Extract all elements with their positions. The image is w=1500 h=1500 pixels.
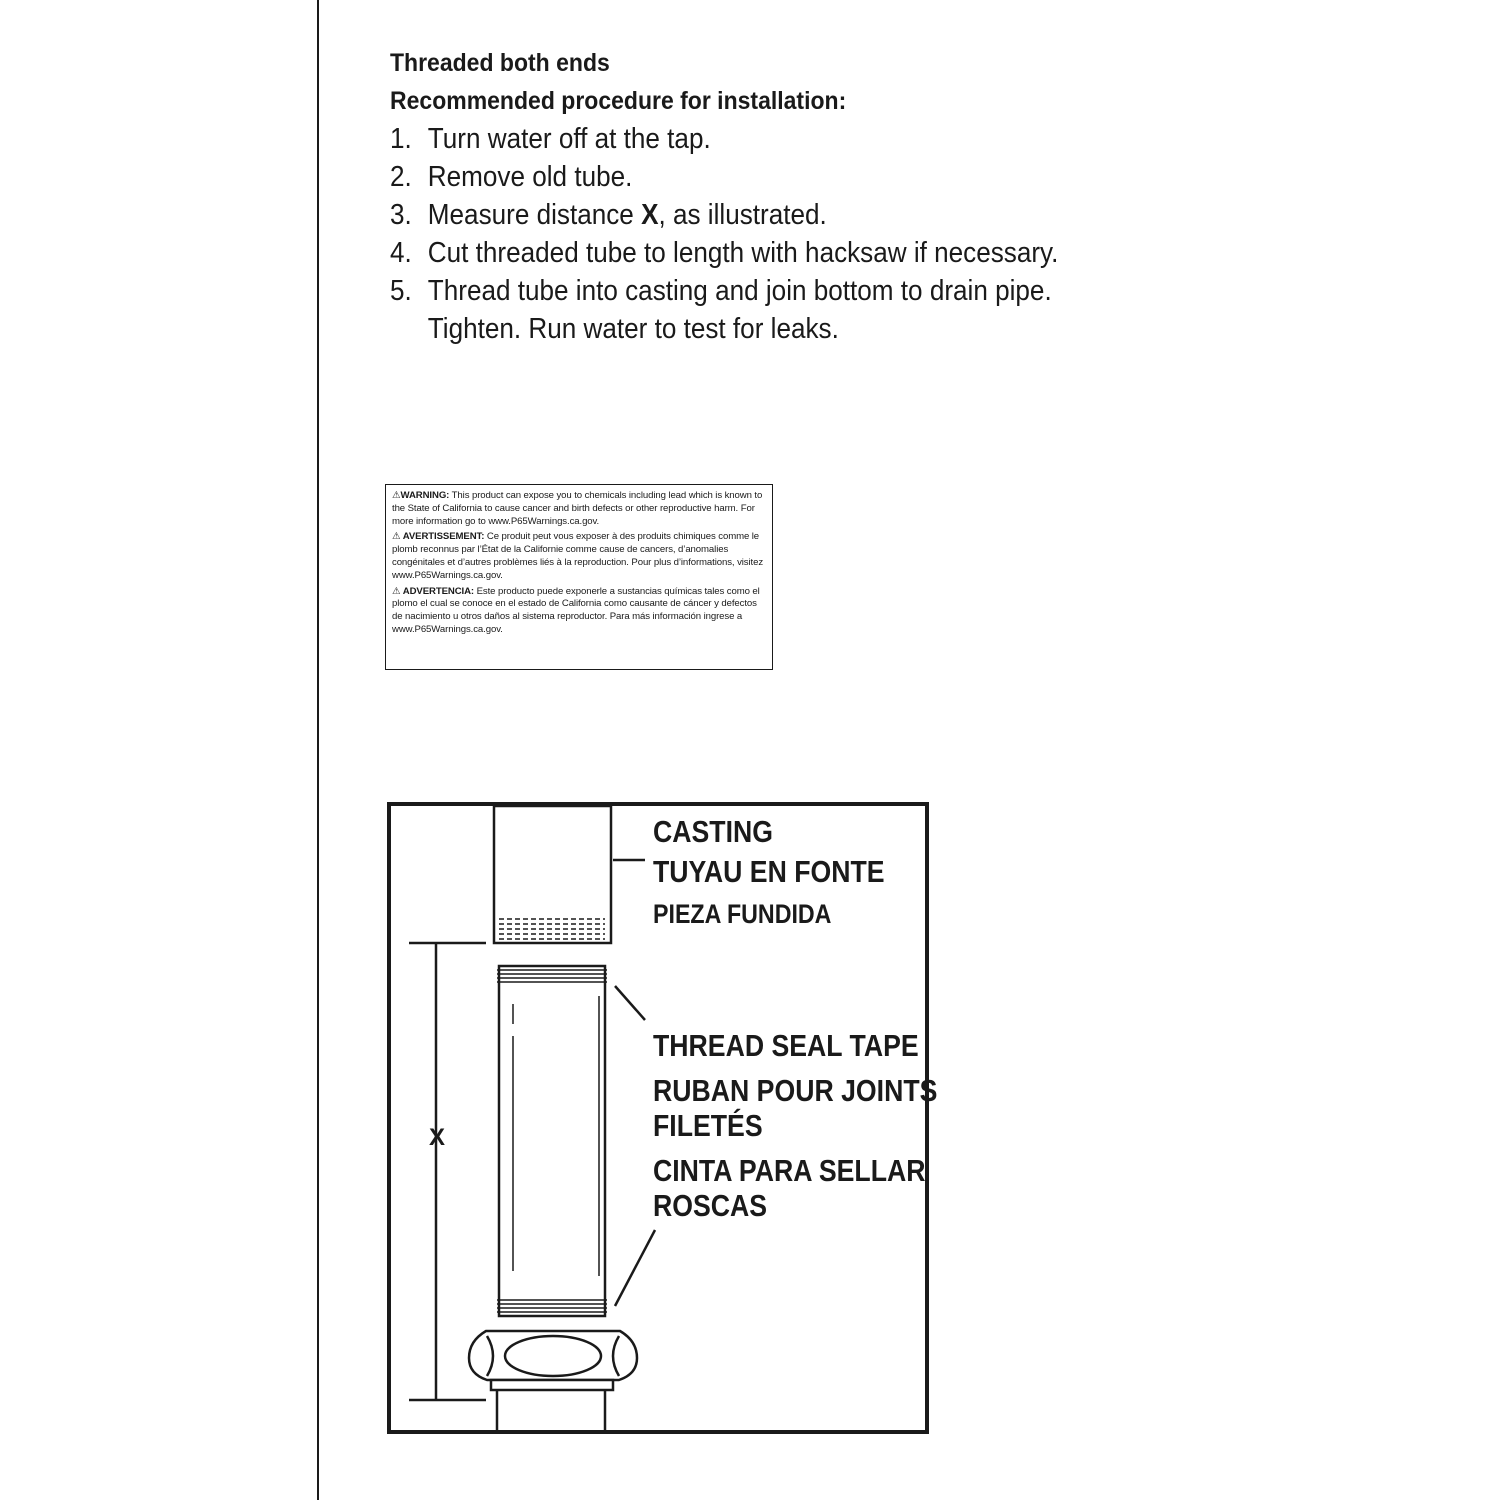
warning-triangle-icon: ⚠ — [392, 531, 401, 543]
step-text: Turn water off at the tap. — [427, 123, 711, 155]
warning-es-label: ADVERTENCIA: — [402, 585, 475, 597]
warning-fr-label: AVERTISSEMENT: — [402, 531, 485, 543]
casting-drawing — [494, 806, 645, 943]
step-number: 1. — [390, 123, 412, 155]
prop65-warning-box — [385, 484, 773, 670]
step-text: Tighten. Run water to test for leaks. — [427, 313, 839, 345]
tape-label-es-1: CINTA PARA SELLAR — [653, 1153, 926, 1188]
step-item — [390, 234, 1200, 272]
warning-es — [392, 586, 768, 637]
step-number: 2. — [390, 161, 412, 193]
step-item — [390, 310, 1200, 348]
step-item — [390, 120, 1200, 158]
heading-threaded: Threaded both ends — [390, 49, 610, 77]
dimension-x-line — [409, 943, 486, 1400]
warning-en-label: WARNING: — [400, 490, 450, 501]
step-text-pre: Measure distance — [427, 199, 642, 231]
step-text: Cut threaded tube to length with hacksaw if necessary. — [427, 237, 1059, 269]
threaded-tube-drawing — [497, 966, 655, 1316]
step-number: 3. — [390, 199, 412, 231]
warning-en-text: This product can expose you to chemicals including lead which is known to the State of California to cause cancer and birth defects or other reproductive harm. For more information go to www.P65Warnings.ca.gov. — [392, 490, 763, 527]
step-text: Remove old tube. — [427, 161, 633, 193]
step-number: 5. — [390, 275, 412, 307]
installation-instructions — [390, 44, 1290, 348]
dimension-x-label: X — [429, 1124, 446, 1151]
tape-label-en: THREAD SEAL TAPE — [653, 1028, 919, 1063]
warning-en — [392, 490, 768, 528]
warning-es-text: Este producto puede exponerle a sustancias químicas tales como el plomo el cual se conoce en el estado de California como causante de cáncer y defectos de nacimiento u otros daños al sistema reproductor. Para más información ingrese a www.P65Warnings.ca.gov. — [392, 585, 760, 635]
step-item — [390, 272, 1200, 310]
casting-label-es: PIEZA FUNDIDA — [653, 899, 832, 929]
tape-label-fr-2: FILETÉS — [653, 1108, 763, 1143]
step-text-bold: X — [641, 199, 659, 231]
tape-label-es-2: ROSCAS — [653, 1188, 768, 1223]
steps-list — [390, 120, 1290, 348]
installation-diagram — [387, 802, 938, 1434]
step-text: Thread tube into casting and join bottom to drain pipe. — [427, 275, 1052, 307]
warning-triangle-icon: ⚠ — [392, 585, 401, 597]
drain-nut-drawing — [469, 1331, 637, 1430]
warning-triangle-icon: ⚠ — [392, 490, 401, 501]
heading-procedure: Recommended procedure for installation: — [390, 87, 847, 115]
warning-fr-text: Ce produit peut vous exposer à des produits chimiques comme le plomb reconnus par l’État de la Californie comme cause de cancers, d’anomalies congénitales et d’autres problèmes liés à la reproduction. Pour plus d’informations, visitez www.P65Warnings.ca.gov. — [392, 531, 764, 581]
tape-label-fr-1: RUBAN POUR JOINTS — [653, 1073, 938, 1108]
casting-label-en: CASTING — [653, 814, 773, 849]
warning-fr — [392, 531, 768, 582]
step-item — [390, 158, 1200, 196]
step-item — [390, 196, 1200, 234]
step-text-post: , as illustrated. — [658, 199, 827, 231]
page-margin-rule — [317, 0, 319, 1500]
step-number: 4. — [390, 237, 412, 269]
casting-label-fr: TUYAU EN FONTE — [653, 854, 885, 889]
